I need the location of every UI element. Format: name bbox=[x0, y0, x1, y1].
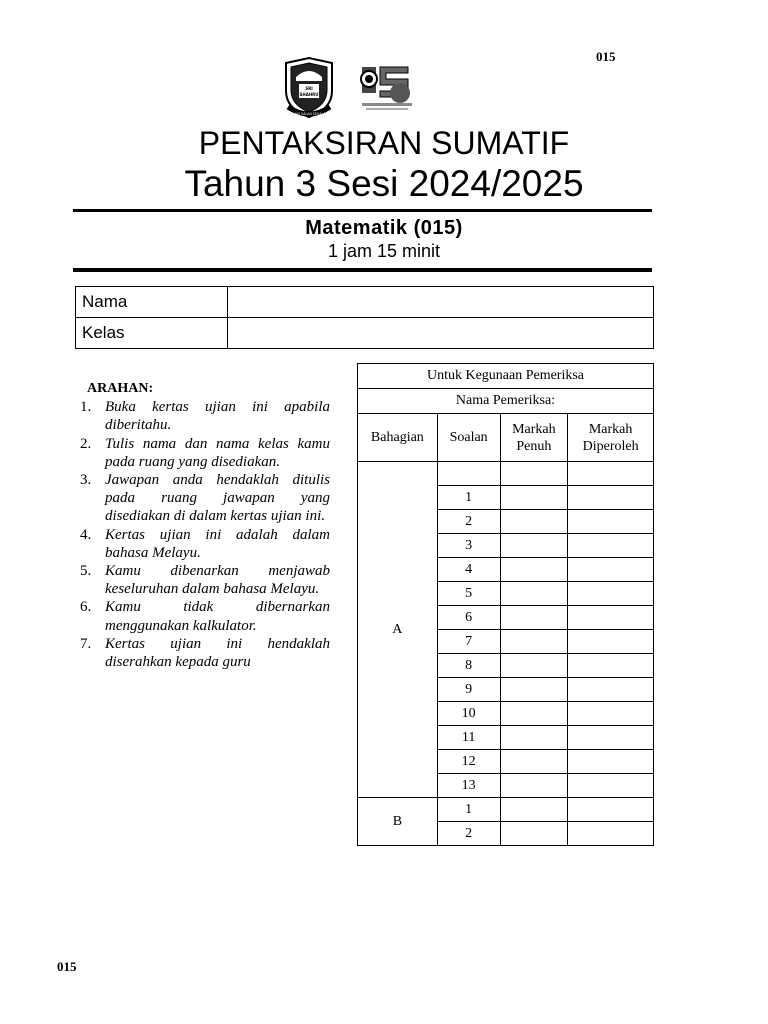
obtained-marks-cell[interactable] bbox=[568, 486, 654, 510]
question-number-cell: 7 bbox=[437, 630, 500, 654]
examiner-use-header: Untuk Kegunaan Pemeriksa bbox=[358, 364, 654, 389]
instructions bbox=[80, 380, 330, 671]
divider-bottom bbox=[73, 268, 652, 272]
obtained-marks-cell[interactable] bbox=[568, 798, 654, 822]
paper-code-top: 015 bbox=[596, 49, 616, 64]
section-b-rows bbox=[358, 798, 654, 846]
question-number-cell: 10 bbox=[437, 702, 500, 726]
obtained-marks-cell[interactable] bbox=[568, 774, 654, 798]
obtained-marks-cell[interactable] bbox=[568, 822, 654, 846]
full-marks-cell[interactable] bbox=[500, 534, 568, 558]
full-marks-cell[interactable] bbox=[500, 798, 568, 822]
class-label: Kelas bbox=[76, 318, 228, 349]
name-row bbox=[76, 287, 654, 318]
class-row bbox=[76, 318, 654, 349]
obtained-marks-cell[interactable] bbox=[568, 462, 654, 486]
question-number-cell: 11 bbox=[437, 726, 500, 750]
question-number-cell: 1 bbox=[437, 486, 500, 510]
full-marks-cell[interactable] bbox=[500, 630, 568, 654]
obtained-marks-cell[interactable] bbox=[568, 630, 654, 654]
obtained-marks-cell[interactable] bbox=[568, 558, 654, 582]
student-info-table bbox=[75, 286, 654, 349]
full-marks-cell[interactable] bbox=[500, 822, 568, 846]
col-question-header: Soalan bbox=[437, 414, 500, 462]
question-number-cell: 6 bbox=[437, 606, 500, 630]
full-marks-cell[interactable] bbox=[500, 774, 568, 798]
obtained-marks-cell[interactable] bbox=[568, 582, 654, 606]
table-row bbox=[358, 462, 654, 486]
full-marks-cell[interactable] bbox=[500, 582, 568, 606]
instruction-item: 7. Kertas ujian ini hendaklah diserahkan kepada guru bbox=[80, 635, 330, 671]
full-marks-cell[interactable] bbox=[500, 510, 568, 534]
question-number-cell: 13 bbox=[437, 774, 500, 798]
school-crest-logo bbox=[282, 57, 422, 119]
paper-code-bottom: 015 bbox=[57, 959, 77, 974]
year-session-title: Tahun 3 Sesi 2024/2025 bbox=[184, 163, 584, 204]
obtained-marks-cell[interactable] bbox=[568, 606, 654, 630]
instructions-list bbox=[80, 398, 330, 671]
school-logos bbox=[282, 57, 422, 119]
obtained-marks-cell[interactable] bbox=[568, 534, 654, 558]
obtained-marks-cell[interactable] bbox=[568, 510, 654, 534]
obtained-marks-cell[interactable] bbox=[568, 678, 654, 702]
full-marks-cell[interactable] bbox=[500, 558, 568, 582]
full-marks-cell[interactable] bbox=[500, 702, 568, 726]
name-field[interactable] bbox=[228, 287, 654, 318]
full-marks-cell[interactable] bbox=[500, 678, 568, 702]
instruction-item: 5. Kamu dibenarkan menjawab keseluruhan dalam bahasa Melayu. bbox=[80, 563, 330, 598]
question-number-cell: 8 bbox=[437, 654, 500, 678]
full-marks-cell[interactable] bbox=[500, 726, 568, 750]
section-a-rows bbox=[358, 462, 654, 798]
full-marks-cell[interactable] bbox=[500, 750, 568, 774]
col-section-header: Bahagian bbox=[358, 414, 438, 462]
name-label: Nama bbox=[76, 287, 228, 318]
col-full-marks-header: Markah Penuh bbox=[500, 414, 568, 462]
obtained-marks-cell[interactable] bbox=[568, 726, 654, 750]
instructions-heading: ARAHAN: bbox=[87, 381, 154, 396]
ministry-logo bbox=[361, 67, 412, 110]
instruction-item: 6. Kamu tidak dibernarkan menggunakan kalkulator. bbox=[80, 599, 330, 634]
table-row bbox=[358, 798, 654, 822]
full-marks-cell[interactable] bbox=[500, 486, 568, 510]
section-cell: B bbox=[358, 798, 438, 846]
instruction-item: 2. Tulis nama dan nama kelas kamu pada ruang yang disediakan. bbox=[80, 435, 330, 470]
svg-text:ILMU SALAH SEGALA: ILMU SALAH SEGALA bbox=[292, 112, 326, 116]
section-cell: A bbox=[358, 462, 438, 798]
full-marks-cell[interactable] bbox=[500, 654, 568, 678]
instruction-item: 1. Buka kertas ujian ini apabila diberitahu. bbox=[80, 399, 330, 434]
full-marks-cell[interactable] bbox=[500, 462, 568, 486]
question-number-cell: 9 bbox=[437, 678, 500, 702]
question-number-cell: 1 bbox=[437, 798, 500, 822]
question-number-cell bbox=[437, 462, 500, 486]
svg-text:SHAHRU: SHAHRU bbox=[299, 92, 319, 97]
instruction-item: 3. Jawapan anda hendaklah ditulis pada ruang jawapan yang disediakan di dalam kertas ujian ini. bbox=[80, 472, 330, 525]
question-number-cell: 5 bbox=[437, 582, 500, 606]
question-number-cell: 3 bbox=[437, 534, 500, 558]
class-field[interactable] bbox=[228, 318, 654, 349]
full-marks-cell[interactable] bbox=[500, 606, 568, 630]
instruction-item: 4. Kertas ujian ini adalah dalam bahasa Melayu. bbox=[80, 526, 330, 561]
col-obtained-marks-header: Markah Diperoleh bbox=[568, 414, 654, 462]
obtained-marks-cell[interactable] bbox=[568, 702, 654, 726]
examiner-name-header: Nama Pemeriksa: bbox=[358, 389, 654, 414]
exam-duration: 1 jam 15 minit bbox=[327, 241, 441, 261]
assessment-title: PENTAKSIRAN SUMATIF bbox=[198, 125, 570, 161]
obtained-marks-cell[interactable] bbox=[568, 750, 654, 774]
examiner-table bbox=[357, 363, 654, 846]
svg-text:SRI: SRI bbox=[305, 86, 313, 91]
question-number-cell: 2 bbox=[437, 510, 500, 534]
subject-title: Matematik (015) bbox=[305, 217, 463, 239]
question-number-cell: 4 bbox=[437, 558, 500, 582]
obtained-marks-cell[interactable] bbox=[568, 654, 654, 678]
question-number-cell: 2 bbox=[437, 822, 500, 846]
divider-top bbox=[73, 209, 652, 212]
question-number-cell: 12 bbox=[437, 750, 500, 774]
